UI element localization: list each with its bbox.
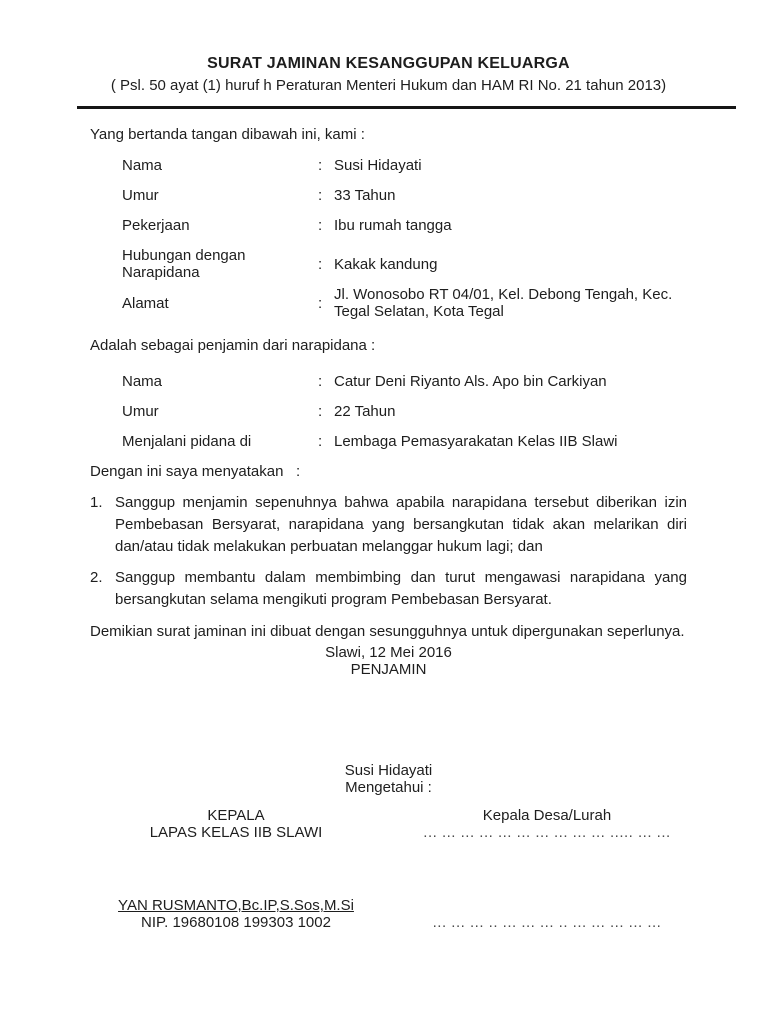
right-signatory-sign-area xyxy=(407,897,687,931)
left-signatory-title-line1: KEPALA xyxy=(207,807,265,824)
field-label: Alamat xyxy=(122,294,169,312)
left-signatory-nip: NIP. 19680108 199303 1002 xyxy=(141,914,331,931)
header-divider xyxy=(77,106,736,109)
signer-role: PENJAMIN xyxy=(350,661,427,678)
field-row-prisoner-pidana xyxy=(122,433,687,450)
field-colon: : xyxy=(318,403,323,420)
document-subtitle: ( Psl. 50 ayat (1) huruf h Peraturan Menteri Hukum dan HAM RI No. 21 tahun 2013) xyxy=(110,77,667,94)
field-value: Ibu rumah tangga xyxy=(334,217,452,234)
field-value: 33 Tahun xyxy=(334,187,396,204)
field-row-guarantor-pekerjaan xyxy=(122,217,687,234)
field-colon: : xyxy=(318,187,323,204)
statement-text: Sanggup membantu dalam membimbing dan turut mengawasi narapidana yang bersangkutan selama mengikuti program Pembebasan Bersyarat. xyxy=(115,569,687,608)
right-signatory-dotted-line-bottom: ... ... ... .. ... ... ... .. ... ... ... ... ... xyxy=(432,914,662,931)
statement-number: 2. xyxy=(90,569,103,586)
statement-number: 1. xyxy=(90,494,103,511)
signature-titles-row xyxy=(90,807,687,841)
guarantor-fields xyxy=(122,157,687,320)
prisoner-intro-paragraph: Adalah sebagai penjamin dari narapidana : xyxy=(90,337,376,354)
field-row-guarantor-hubungan xyxy=(122,247,687,281)
field-value: Lembaga Pemasyarakatan Kelas IIB Slawi xyxy=(334,433,618,450)
field-colon: : xyxy=(318,433,323,450)
field-row-guarantor-nama xyxy=(122,157,687,174)
right-signatory-title-text: Kepala Desa/Lurah xyxy=(482,807,612,824)
prisoner-fields xyxy=(122,373,687,450)
document-title: SURAT JAMINAN KESANGGUPAN KELUARGA xyxy=(207,55,570,72)
field-value: Kakak kandung xyxy=(334,255,438,273)
left-signatory-title-line2: LAPAS KELAS IIB SLAWI xyxy=(149,824,323,841)
field-colon: : xyxy=(318,157,323,174)
left-signatory-title xyxy=(90,807,382,841)
intro-paragraph: Yang bertanda tangan dibawah ini, kami : xyxy=(90,126,365,143)
field-label: Hubungan dengan Narapidana xyxy=(122,247,246,281)
place-date: Slawi, 12 Mei 2016 xyxy=(325,644,452,661)
right-signatory-sign-space xyxy=(407,897,687,914)
statement-item-2 xyxy=(90,567,687,611)
right-signatory-title xyxy=(407,807,687,841)
field-row-prisoner-umur xyxy=(122,403,687,420)
field-colon: : xyxy=(318,373,323,390)
field-label: Nama xyxy=(122,373,163,390)
field-colon: : xyxy=(318,294,323,312)
field-value: 22 Tahun xyxy=(334,403,396,420)
field-label: Menjalani pidana di xyxy=(122,433,252,450)
field-row-guarantor-alamat xyxy=(122,286,687,320)
left-signatory-name-block xyxy=(90,897,382,931)
statement-intro: Dengan ini saya menyatakan : xyxy=(90,463,301,480)
field-row-prisoner-nama xyxy=(122,373,687,390)
field-value: Susi Hidayati xyxy=(334,157,422,174)
field-row-guarantor-umur xyxy=(122,187,687,204)
statement-list xyxy=(90,492,687,611)
field-label: Umur xyxy=(122,187,159,204)
signer-name: Susi Hidayati xyxy=(344,762,433,779)
signature-names-row xyxy=(90,897,687,931)
field-colon: : xyxy=(318,255,323,273)
field-value: Jl. Wonosobo RT 04/01, Kel. Debong Tengah, Kec. Tegal Selatan, Kota Tegal xyxy=(334,286,673,320)
field-value: Catur Deni Riyanto Als. Apo bin Carkiyan xyxy=(334,373,607,390)
right-signatory-dotted-line-top: ... ... ... ... ... ... ... ... ... ... ..... ... ... xyxy=(423,824,671,841)
field-label: Pekerjaan xyxy=(122,217,190,234)
field-label: Umur xyxy=(122,403,159,420)
left-signatory-name: YAN RUSMANTO,Bc.IP,S.Sos,M.Si xyxy=(118,897,354,914)
statement-text: Sanggup menjamin sepenuhnya bahwa apabila narapidana tersebut diberikan izin Pembebasan Bersyarat, narapidana yang bersangkutan tidak akan melarikan diri dan/atau tidak melakukan perbuatan melanggar hukum lagi; dan xyxy=(115,494,687,555)
statement-item-1 xyxy=(90,492,687,558)
acknowledge-label: Mengetahui : xyxy=(345,779,432,796)
field-colon: : xyxy=(318,217,323,234)
closing-paragraph: Demikian surat jaminan ini dibuat dengan sesungguhnya untuk dipergunakan seperlunya. xyxy=(90,623,685,640)
field-label: Nama xyxy=(122,157,163,174)
